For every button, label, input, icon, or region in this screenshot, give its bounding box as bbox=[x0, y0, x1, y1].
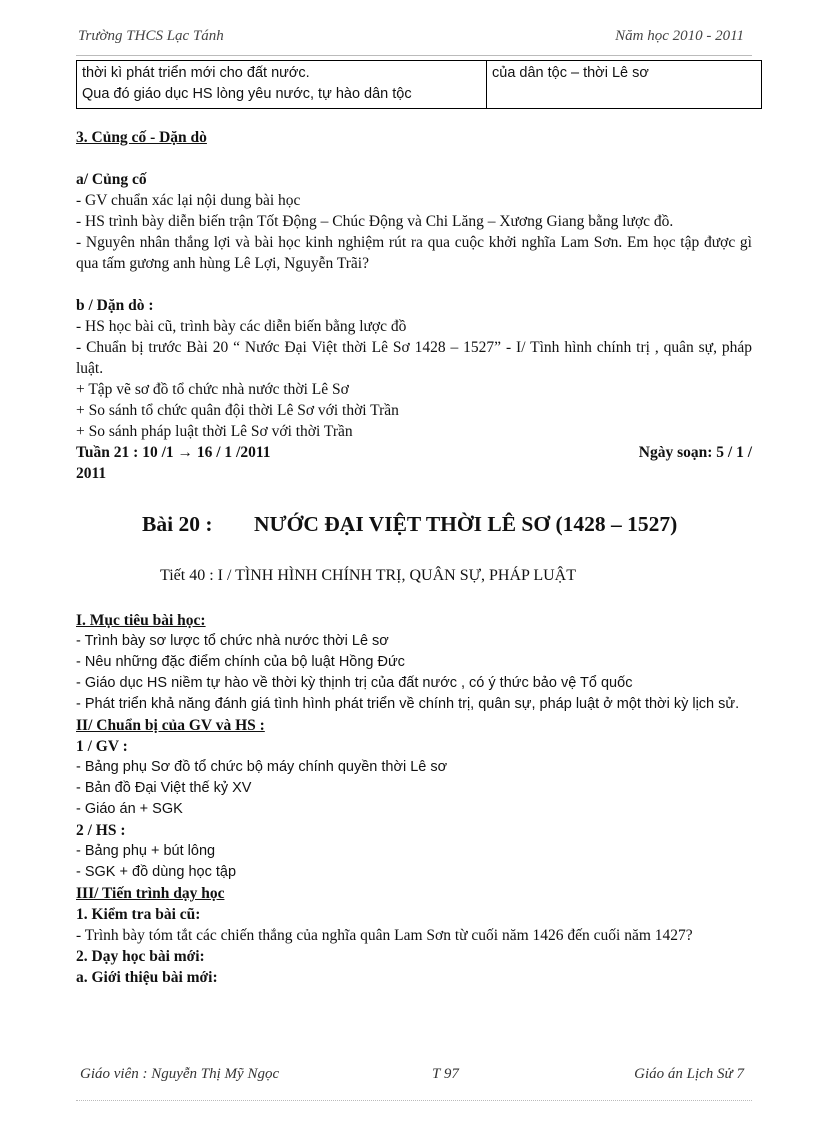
previous-activity-table bbox=[76, 60, 762, 109]
table-cell-right bbox=[487, 61, 762, 109]
footer-divider bbox=[76, 1100, 752, 1101]
table-line: của dân tộc – thời Lê sơ bbox=[492, 65, 649, 81]
list-item: - Trình bày tóm tắt các chiến thắng của nghĩa quân Lam Sơn từ cuối năm 1426 đến cuối năm 1427? bbox=[76, 927, 693, 944]
list-item: - Bảng phụ + bút lông bbox=[76, 843, 216, 859]
section-heading: 3. Củng cố - Dặn dò bbox=[76, 129, 207, 146]
preparation-heading: II/ Chuẩn bị của GV và HS : bbox=[76, 717, 265, 734]
list-item: - SGK + đồ dùng học tập bbox=[76, 864, 237, 880]
list-item: - HS học bài cũ, trình bày các diễn biến bằng lược đồ bbox=[76, 318, 407, 335]
list-item: - Chuẩn bị trước Bài 20 “ Nước Đại Việt thời Lê Sơ 1428 – 1527” - I/ Tình hình chính trị , quân sự, pháp luật. bbox=[76, 339, 752, 377]
lesson-title bbox=[142, 512, 677, 537]
header-school: Trường THCS Lạc Tánh bbox=[78, 28, 224, 44]
week-line bbox=[76, 442, 752, 463]
list-item: - Giáo án + SGK bbox=[76, 801, 183, 817]
list-item: - Trình bày sơ lược tổ chức nhà nước thời Lê sơ bbox=[76, 633, 389, 649]
list-item: - Nêu những đặc điểm chính của bộ luật Hồng Đức bbox=[76, 654, 405, 670]
subsection-heading: 2 / HS : bbox=[76, 822, 126, 839]
list-item: + Tập vẽ sơ đồ tổ chức nhà nước thời Lê Sơ bbox=[76, 381, 349, 398]
prepared-date: Ngày soạn: 5 / 1 / bbox=[638, 444, 752, 461]
list-item: - Bản đồ Đại Việt thế kỷ XV bbox=[76, 780, 252, 796]
lesson-plan-body bbox=[76, 610, 752, 988]
list-item: - HS trình bày diễn biến trận Tốt Động – Chúc Động và Chi Lăng – Xương Giang bằng lược đồ. bbox=[76, 213, 674, 230]
objectives-heading: I. Mục tiêu bài học: bbox=[76, 612, 206, 629]
list-item: - Bảng phụ Sơ đồ tổ chức bộ máy chính quyền thời Lê sơ bbox=[76, 759, 448, 775]
process-heading: III/ Tiến trình dạy học bbox=[76, 885, 225, 902]
subsection-heading: 1 / GV : bbox=[76, 738, 128, 755]
table-line: Qua đó giáo dục HS lòng yêu nước, tự hào dân tộc bbox=[82, 86, 412, 102]
subsection-heading: 2. Dạy học bài mới: bbox=[76, 948, 205, 965]
header-year: Năm học 2010 - 2011 bbox=[615, 28, 744, 44]
list-item: + So sánh tổ chức quân đội thời Lê Sơ với thời Trần bbox=[76, 402, 399, 419]
lesson-number: Bài 20 : bbox=[142, 512, 213, 536]
subsection-heading: a/ Củng cố bbox=[76, 171, 147, 188]
footer-page-number: T 97 bbox=[432, 1066, 459, 1082]
list-item: - Nguyên nhân thắng lợi và bài học kinh nghiệm rút ra qua cuộc khởi nghĩa Lam Sơn. Em học tập được gì qua tấm gương anh hùng Lê Lợi, Nguyễn Trãi? bbox=[76, 234, 752, 272]
table-line: thời kì phát triển mới cho đất nước. bbox=[82, 65, 310, 81]
period-title: Tiết 40 : I / TÌNH HÌNH CHÍNH TRỊ, QUÂN SỰ, PHÁP LUẬT bbox=[160, 567, 576, 584]
lesson-name: NƯỚC ĐẠI VIỆT THỜI LÊ SƠ (1428 – 1527) bbox=[254, 512, 678, 536]
header-divider bbox=[76, 55, 752, 56]
list-item: + So sánh pháp luật thời Lê Sơ với thời Trần bbox=[76, 423, 353, 440]
list-item: - Giáo dục HS niềm tự hào về thời kỳ thịnh trị của đất nước , có ý thức bảo vệ Tổ quốc bbox=[76, 675, 633, 691]
subsection-heading: a. Giới thiệu bài mới: bbox=[76, 969, 218, 986]
subsection-heading: b / Dặn dò : bbox=[76, 297, 154, 314]
subsection-heading: 1. Kiểm tra bài cũ: bbox=[76, 906, 201, 923]
list-item: - GV chuẩn xác lại nội dung bài học bbox=[76, 192, 301, 209]
footer-teacher: Giáo viên : Nguyễn Thị Mỹ Ngọc bbox=[80, 1066, 280, 1082]
prepared-year: 2011 bbox=[76, 465, 107, 482]
table-cell-left bbox=[77, 61, 487, 109]
footer-subject: Giáo án Lịch Sử 7 bbox=[634, 1066, 744, 1082]
week-range: Tuần 21 : 10 /1 → 16 / 1 /2011 bbox=[76, 444, 271, 461]
list-item: - Phát triển khả năng đánh giá tình hình phát triển về chính trị, quân sự, pháp luật ở một thời kỳ lịch sử. bbox=[76, 696, 740, 712]
section-consolidation bbox=[76, 127, 752, 484]
